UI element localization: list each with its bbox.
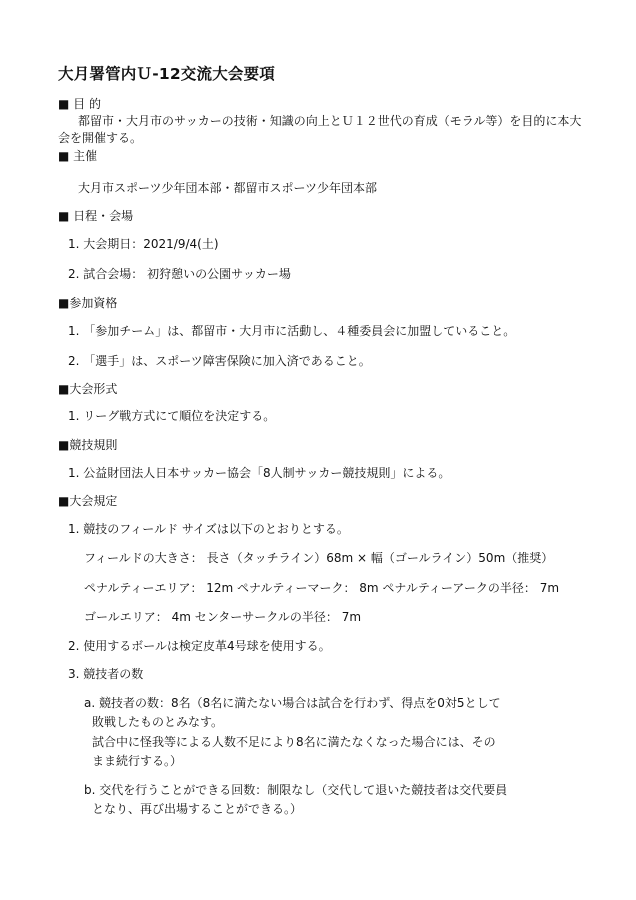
players-b-line-1: b. 交代を行うことができる回数：制限なし（交代して退いた競技者は交代要員 — [84, 783, 508, 797]
purpose-text-line-2: 会を開催する。 — [58, 131, 143, 145]
schedule-item-venue: 2. 試合会場： 初狩憩いの公園サッカー場 — [68, 267, 291, 281]
players-b-line-2: となり、再び出場することができる。） — [92, 802, 303, 816]
format-heading: ■大会形式 — [58, 382, 118, 396]
schedule-heading: ■ 日程・会場 — [58, 209, 134, 223]
purpose-heading: ■ 目 的 — [58, 97, 101, 111]
goal-area-line: ゴールエリア： 4m センターサークルの半径： 7m — [84, 610, 362, 624]
rules-heading: ■競技規則 — [58, 438, 118, 452]
eligibility-heading: ■参加資格 — [58, 296, 118, 310]
regulations-item-players: 3. 競技者の数 — [68, 667, 144, 681]
players-a-line-1: a. 競技者の数：8名（8名に満たない場合は試合を行わず、得点を0対5として — [84, 696, 501, 710]
field-dimensions-line: フィールドの大きさ： 長さ（タッチライン）68m × 幅（ゴールライン）50m（推奨） — [84, 551, 554, 565]
document-title: 大月署管内Ｕ-12交流大会要項 — [58, 65, 276, 83]
regulations-heading: ■大会規定 — [58, 494, 118, 508]
penalty-area-line: ペナルティーエリア： 12m ペナルティーマーク： 8m ペナルティーアークの半径： 7m — [84, 581, 560, 595]
organizer-heading: ■ 主催 — [58, 149, 98, 163]
eligibility-item-player: 2. 「選手」は、スポーツ障害保険に加入済であること。 — [68, 354, 371, 368]
regulations-item-field-size: 1. 競技のフィールド サイズは以下のとおりとする。 — [68, 522, 349, 536]
eligibility-item-team: 1. 「参加チーム」は、都留市・大月市に活動し、４種委員会に加盟していること。 — [68, 324, 516, 338]
rules-item-jfa: 1. 公益財団法人日本サッカー協会「8人制サッカー競技規則」による。 — [68, 466, 451, 480]
format-item-league: 1. リーグ戦方式にて順位を決定する。 — [68, 409, 276, 423]
purpose-text-line-1: 都留市・大月市のサッカーの技術・知識の向上とＵ１２世代の育成（モラル等）を目的に本大 — [78, 114, 582, 128]
players-a-line-4: まま続行する。） — [92, 754, 183, 768]
regulations-item-ball: 2. 使用するボールは検定皮革4号球を使用する。 — [68, 639, 331, 653]
players-a-line-3: 試合中に怪我等による人数不足により8名に満たなくなった場合には、その — [92, 735, 496, 749]
organizer-text: 大月市スポーツ少年団本部・都留市スポーツ少年団本部 — [78, 181, 378, 195]
schedule-item-date: 1. 大会期日：2021/9/4(土) — [68, 237, 219, 251]
players-a-line-2: 敗戦したものとみなす。 — [92, 715, 224, 729]
